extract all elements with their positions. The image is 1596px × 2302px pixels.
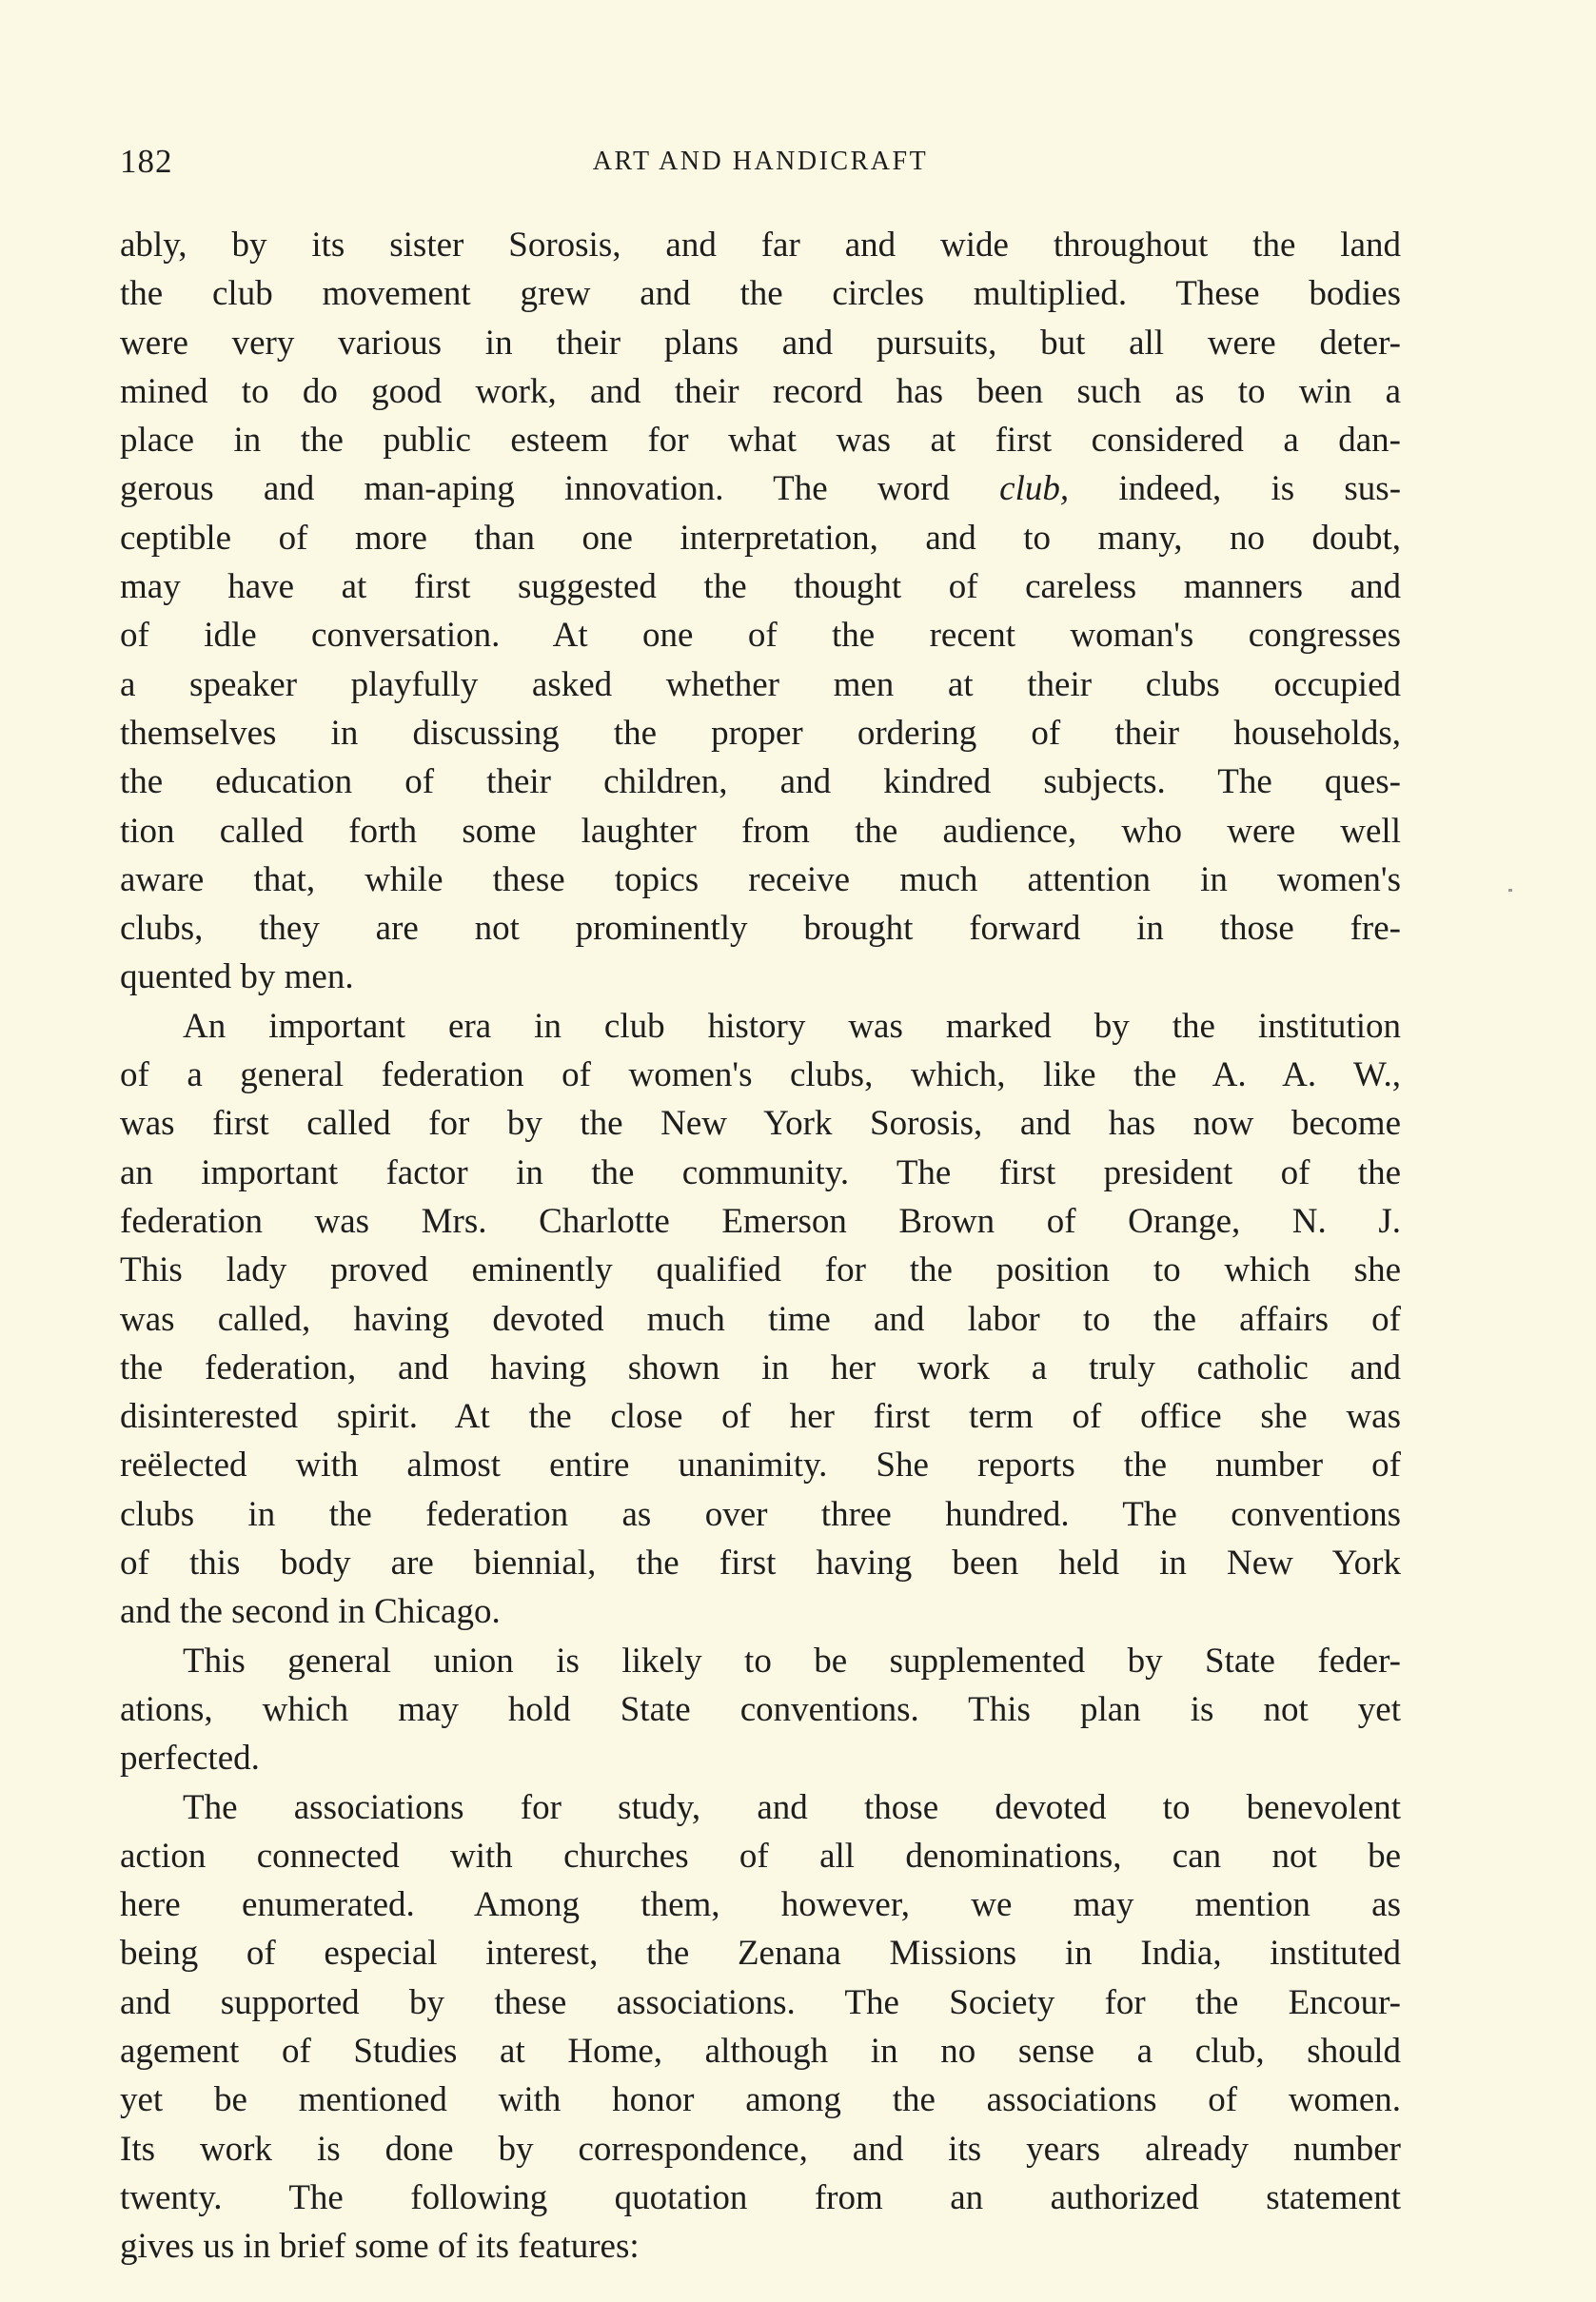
text-line: of idle conversation. At one of the recent woman's congresses [120, 616, 1401, 656]
text-line: Its work is done by correspondence, and its years already number [120, 2129, 1401, 2169]
italic-word: club, [999, 469, 1070, 509]
text-line: here enumerated. Among them, however, we may mention as [120, 1885, 1401, 1925]
text-line: were very various in their plans and pursuits, but all were deter- [120, 323, 1401, 363]
text-line: place in the public esteem for what was at first considered a dan- [120, 421, 1401, 461]
text-line: clubs, they are not prominently brought forward in those fre- [120, 909, 1401, 949]
text-segment: indeed, is sus- [1118, 469, 1402, 509]
text-line: a speaker playfully asked whether men at their clubs occupied [120, 664, 1401, 704]
text-line: An important era in club history was marked by the institution [183, 1006, 1401, 1046]
text-line: the club movement grew and the circles multiplied. These bodies [120, 274, 1401, 314]
paragraph [120, 1637, 1401, 1783]
text-line: yet be mentioned with honor among the associations of women. [120, 2080, 1401, 2120]
text-line: perfected. [120, 1739, 260, 1779]
text-line: and supported by these associations. The Society for the Encour- [120, 1982, 1401, 2022]
text-line: themselves in discussing the proper ordering of their households, [120, 713, 1401, 753]
text-line: tion called forth some laughter from the audience, who were well [120, 811, 1401, 851]
text-line: gives us in brief some of its features: [120, 2227, 640, 2267]
text-line: clubs in the federation as over three hundred. The conventions [120, 1494, 1401, 1534]
text-line: reëlected with almost entire unanimity. She reports the number of [120, 1446, 1401, 1485]
running-head: ART AND HANDICRAFT [592, 147, 929, 176]
text-line: twenty. The following quotation from an authorized statement [120, 2177, 1401, 2217]
text-line: agement of Studies at Home, although in no sense a club, should [120, 2031, 1401, 2071]
text-line: This general union is likely to be supplemented by State feder- [183, 1641, 1401, 1681]
text-line: may have at first suggested the thought of careless manners and [120, 567, 1401, 607]
text-line: disinterested spirit. At the close of her first term of office she was [120, 1397, 1401, 1437]
paragraph [120, 1002, 1401, 1637]
text-line: quented by men. [120, 957, 354, 997]
text-line: ably, by its sister Sorosis, and far and wide throughout the land [120, 226, 1401, 265]
paragraph [120, 1783, 1401, 2272]
page-header [120, 143, 1401, 185]
text-line: of this body are biennial, the first having been held in New York [120, 1544, 1401, 1584]
text-line: This lady proved eminently qualified for the position to which she [120, 1250, 1401, 1290]
paragraph [120, 221, 1401, 1002]
page-number: 182 [120, 143, 173, 180]
text-line: and the second in Chicago. [120, 1592, 501, 1632]
text-line: an important factor in the community. The first president of the [120, 1152, 1401, 1192]
text-line: was called, having devoted much time and labor to the affairs of [120, 1299, 1401, 1339]
text-line: the education of their children, and kindred subjects. The ques- [120, 762, 1401, 802]
text-line: The associations for study, and those devoted to benevolent [183, 1787, 1401, 1827]
text-line [120, 464, 1401, 513]
speck-mark [1508, 889, 1512, 892]
text-segment: gerous and man-aping innovation. The word [120, 469, 950, 509]
text-line: ceptible of more than one interpretation, and to many, no doubt, [120, 518, 1401, 558]
text-line: action connected with churches of all denominations, can not be [120, 1836, 1401, 1876]
text-line: aware that, while these topics receive much attention in women's [120, 859, 1401, 899]
text-line: federation was Mrs. Charlotte Emerson Brown of Orange, N. J. [120, 1201, 1401, 1241]
text-line: ations, which may hold State conventions. This plan is not yet [120, 1689, 1401, 1729]
body-text [120, 221, 1401, 2271]
text-line: was first called for by the New York Sorosis, and has now become [120, 1104, 1401, 1144]
text-line: mined to do good work, and their record has been such as to win a [120, 371, 1401, 411]
text-line: the federation, and having shown in her work a truly catholic and [120, 1348, 1401, 1387]
text-line: of a general federation of women's clubs, which, like the A. A. W., [120, 1055, 1401, 1095]
text-line: being of especial interest, the Zenana Missions in India, instituted [120, 1934, 1401, 1974]
